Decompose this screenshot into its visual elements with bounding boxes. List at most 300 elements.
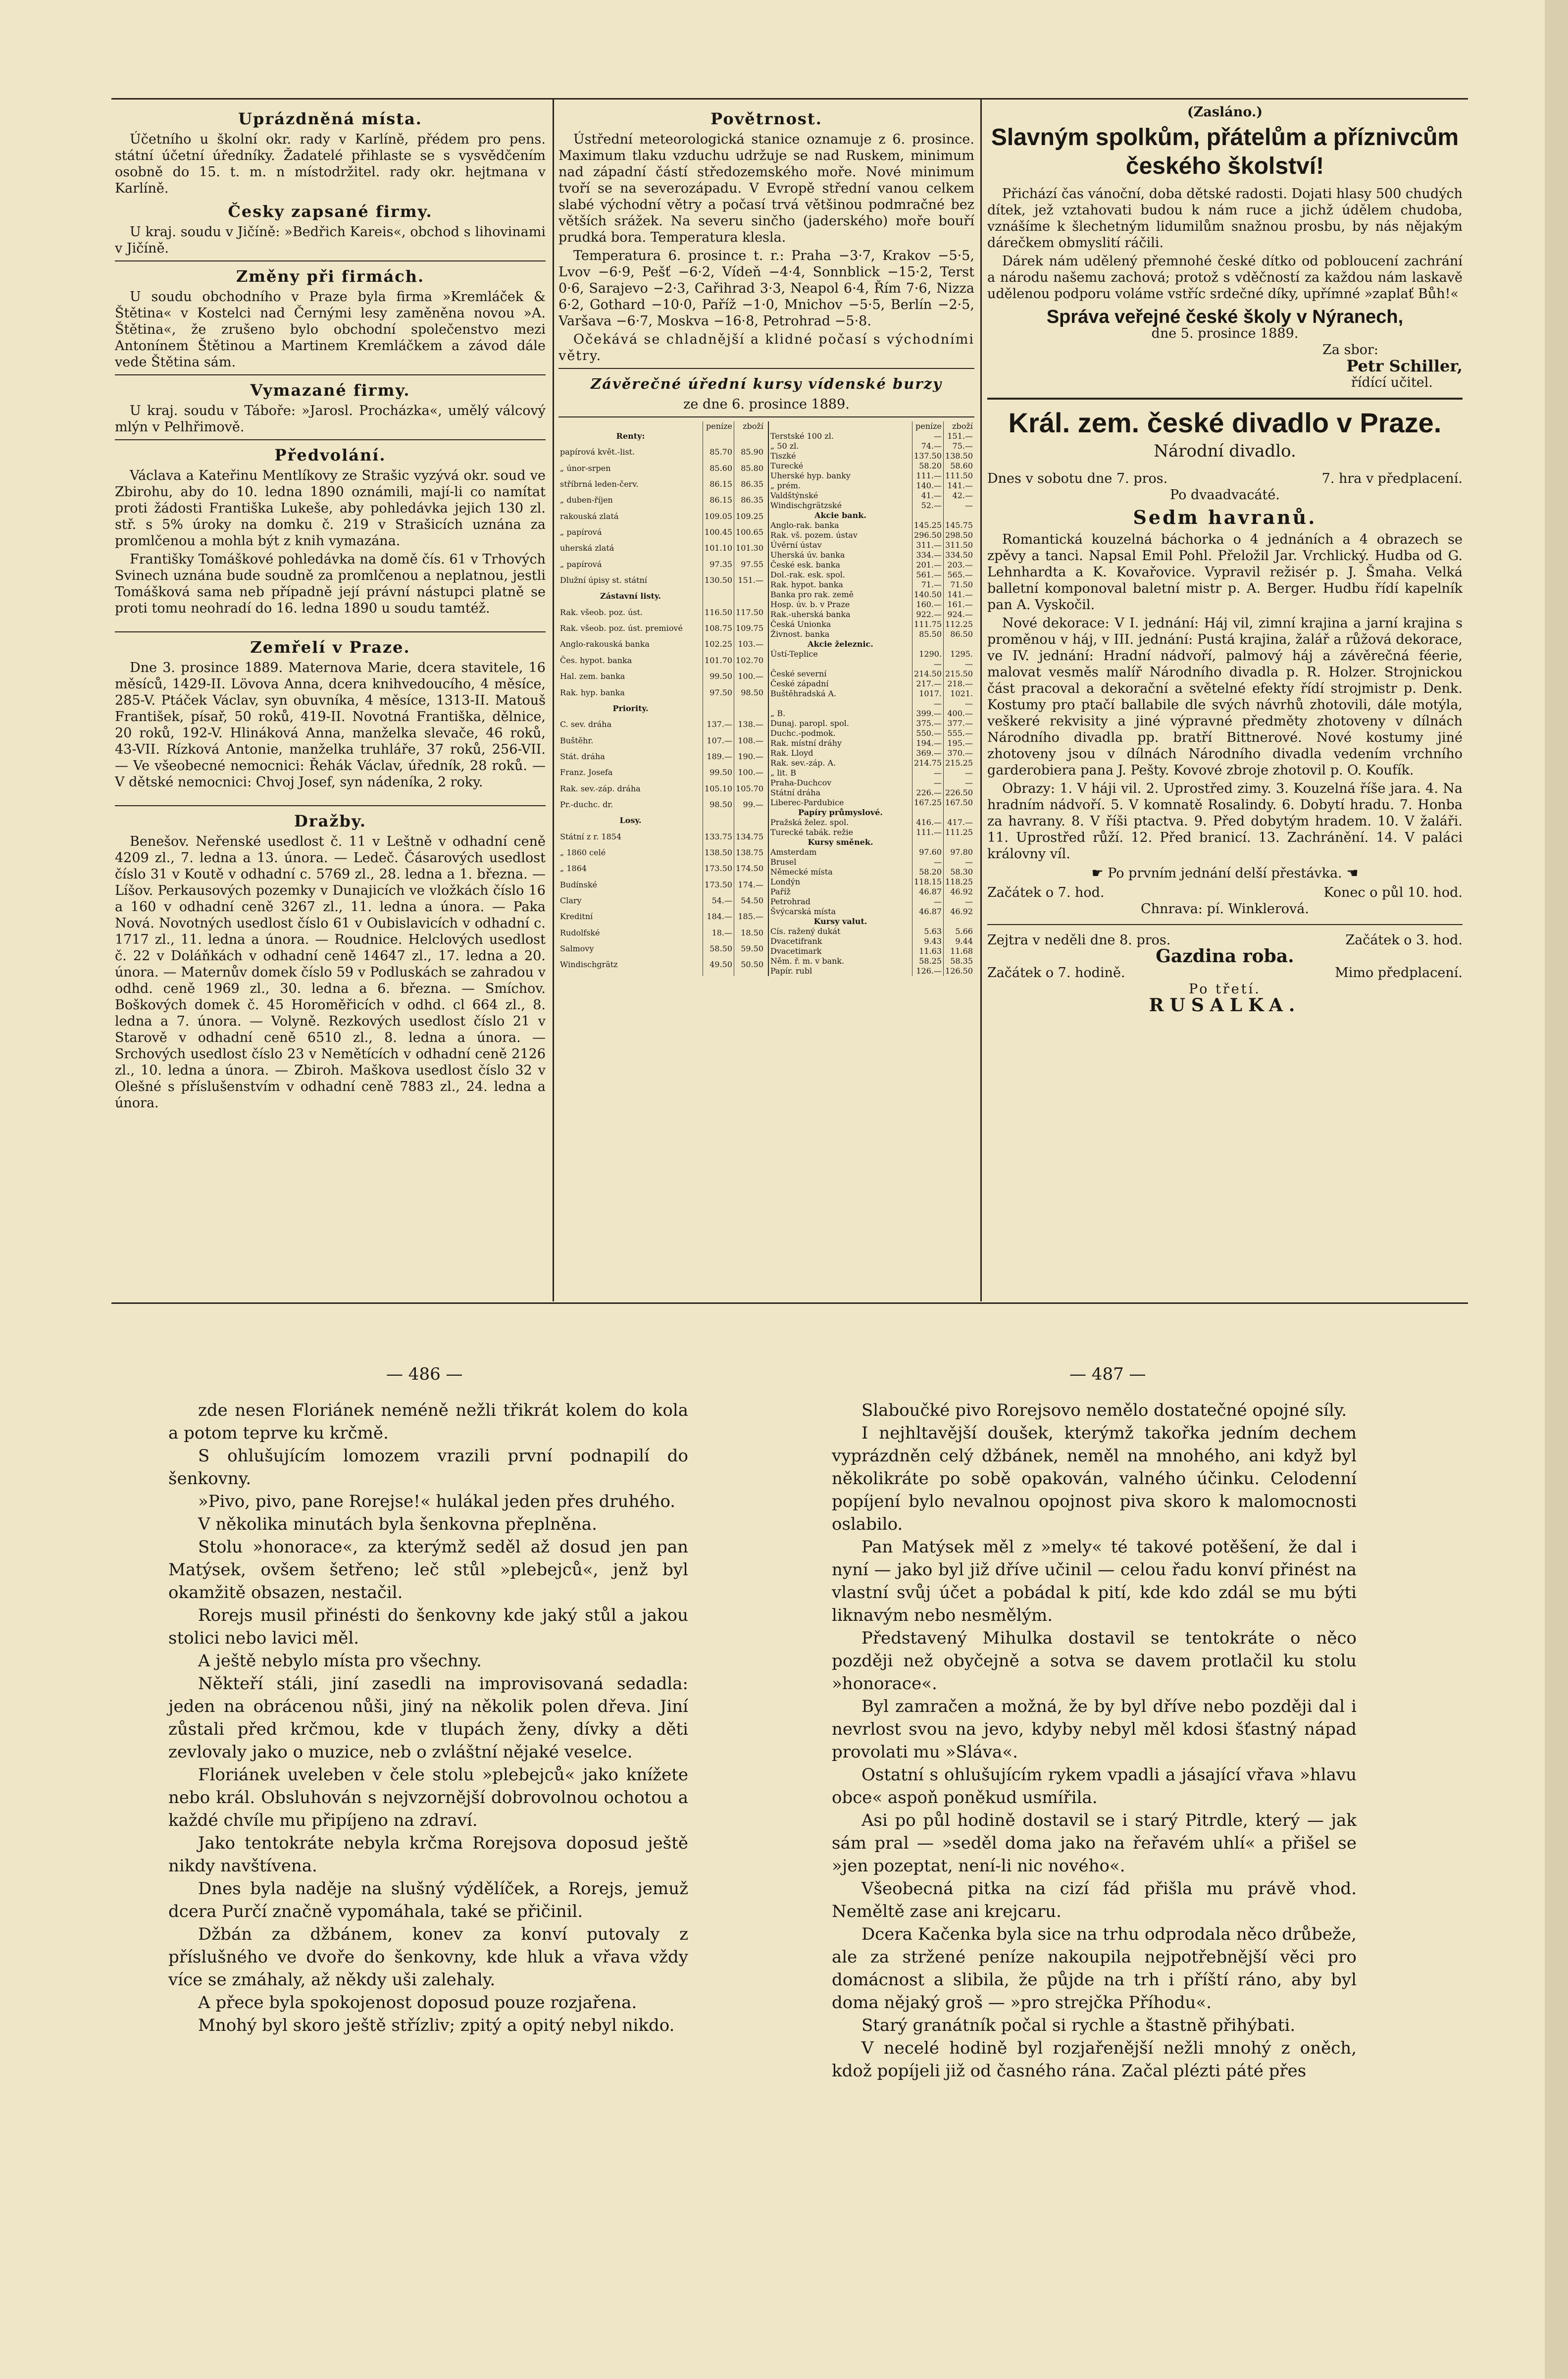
goods-price: 151.— (944, 431, 974, 441)
exchange-row (768, 471, 974, 481)
security-name: Paříž (770, 887, 791, 896)
end-time: Konec o půl 10. hod. (1323, 885, 1463, 900)
money-price: 86.15 (703, 479, 734, 495)
goods-price: 226.50 (944, 788, 974, 798)
goods-price: 86.35 (734, 495, 765, 511)
goods-price: 161.— (944, 600, 974, 610)
exchange-row (558, 527, 765, 543)
goods-price: 86.50 (944, 629, 974, 639)
exchange-row (558, 704, 765, 720)
exchange-row (768, 570, 974, 580)
security-name: Rak. hypot. banka (770, 580, 843, 589)
security-name: Anglo-rakouská banka (560, 639, 650, 649)
exchange-row (768, 778, 974, 788)
exchange-row (558, 431, 765, 447)
exchange-row (558, 639, 765, 655)
exchange-row (768, 877, 974, 887)
goods-price (944, 639, 974, 649)
security-name: Tiszké (770, 451, 796, 461)
separator (115, 374, 546, 375)
security-name: Kursy směnek. (808, 837, 873, 847)
novel-paragraph: Mnohý byl skoro ještě střízliv; zpitý a opitý nebyl nikdo. (198, 2016, 675, 2035)
security-name: Kreditní (560, 912, 593, 922)
money-price: 111.— (912, 471, 944, 481)
security-name: Kursy valut. (813, 917, 867, 926)
money-price: 167.25 (912, 798, 944, 808)
novel-paragraph: V několika minutách byla šenkovna přeplněna. (198, 1514, 597, 1534)
exchange-row (768, 768, 974, 778)
exchange-row (558, 512, 765, 527)
exchange-row (768, 669, 974, 679)
exchange-table-left (558, 421, 765, 976)
money-price: 111.— (912, 827, 944, 837)
exchange-row (768, 501, 974, 511)
goods-price: 555.— (944, 728, 974, 738)
money-price (912, 639, 944, 649)
money-price: 85.70 (703, 447, 734, 463)
exchange-row (558, 816, 765, 831)
column-weather-exchange (558, 104, 974, 976)
goods-price: 203.— (944, 560, 974, 570)
goods-price: 71.50 (944, 580, 974, 590)
money-price: 101.10 (703, 543, 734, 559)
exchange-row (558, 848, 765, 864)
novel-paragraph: Někteří stáli, jiní zasedli na improvisovaná sedadla: jeden na obrácenou nůši, jiný na několik polen dřeva. Jiní zůstali před krčmou, kde v tlupách ženy, dívky a děti zevlovaly jako o muzice, neb o zvláštní nějaké veselce. (168, 1674, 688, 1762)
money-price: 101.70 (703, 656, 734, 672)
goods-price: — (944, 501, 974, 511)
exchange-table-right (768, 421, 974, 976)
exchange-row (768, 709, 974, 719)
col-header-goods: zboží (734, 421, 765, 431)
goods-price: 141.— (944, 481, 974, 491)
security-name: Pr.-duchc. dr. (560, 799, 613, 809)
money-price: 173.50 (703, 880, 734, 896)
goods-price: 11.68 (944, 946, 974, 956)
goods-price: 311.50 (944, 540, 974, 550)
exchange-row (768, 580, 974, 590)
goods-price (944, 808, 974, 818)
money-price: 189.— (703, 752, 734, 768)
page-number-left: — 486 — (386, 1364, 463, 1384)
goods-price (734, 816, 765, 831)
security-name: stříbrná leden-červ. (560, 479, 639, 489)
security-name: Papíry průmyslové. (798, 808, 883, 817)
subscription-label: 7. hra v předplacení. (1321, 471, 1463, 486)
money-price: 109.05 (703, 512, 734, 527)
goods-price: — (944, 768, 974, 778)
money-price: 9.43 (912, 936, 944, 946)
goods-price: — (944, 897, 974, 907)
summons-text-2: Františky Tomáškové pohledávka na domě čís. 61 v Trhových Svinech uznána bude soudně za promlčenou a neplatnou, jestli Tomášková sama neb případně její právní nástupci platně se proti tomu neohradí do 16. ledna 1890 u soudu tamtéž. (115, 552, 546, 616)
money-price: 58.50 (703, 944, 734, 960)
money-price (912, 511, 944, 520)
goods-price: 18.50 (734, 928, 765, 944)
money-price: 137.50 (912, 451, 944, 461)
goods-price: 151.— (734, 575, 765, 591)
exchange-row (768, 887, 974, 897)
security-name: Londýn (770, 877, 801, 886)
security-name: Akcie bank. (814, 511, 866, 520)
exchange-row (768, 451, 974, 461)
firm-changes-text: U soudu obchodního v Praze byla firma »Kremláček & Štětina« v Kostelci nad Černými lesy zaměněna novou »A. Štětina«, že zrušeno bylo obchodní společenstvo mezi Antonínem Štětinou a Martinem Kremláčkem a závod dále vede Štětina sám. (115, 289, 546, 370)
pointing-hand-icon: ☚ (1342, 866, 1359, 881)
security-name: „ duben-říjen (560, 495, 613, 505)
goods-price: 85.90 (734, 447, 765, 463)
temperatures-text: Temperatura 6. prosince t. r.: Praha −3·7, Krakov −5·5, Lvov −6·9, Pešť −6·2, Vídeň −4·4, Sonnblick −15·2, Terst 0·6, Sarajevo −2·3, Cařihrad 3·3, Neapol 6·4, Řím 7·6, Nizza 6·2, Gothard −10·0, Paříž −1·0, Mnichov −5·5, Berlín −2·5, Varšava −6·7, Moskva −16·8, Petrohrad −5·8. (558, 248, 974, 329)
security-name: Rak. sev.-záp. A. (770, 758, 836, 768)
novel-paragraph: Pan Matýsek měl z »mely« té takové potěšení, že dal i nyní — jako byl již dříve učinil — celou řadu konví přinést na vlastní svůj účet a pobádal k pití, kde kdo zdál se mu býti liknavým nebo nesmělým. (832, 1537, 1357, 1625)
goods-price (734, 704, 765, 720)
security-name: Brusel (770, 857, 797, 867)
money-price: 97.60 (912, 847, 944, 857)
security-name: Turecké (770, 461, 804, 470)
money-price: 296.50 (912, 530, 944, 540)
goods-price: 109.25 (734, 512, 765, 527)
exchange-row (768, 966, 974, 976)
play-title: Sedm havranů. (1133, 506, 1317, 528)
money-price: 58.25 (912, 956, 944, 966)
heading-summons: Předvolání. (274, 446, 386, 465)
security-name: Rak. místní dráhy (770, 738, 842, 748)
exchange-row (768, 560, 974, 570)
scenes-text: Obrazy: 1. V háji vil. 2. Uprostřed zimy. 3. Kouzelná říše jara. 4. Na hradním nádvoří. 5. V komnatě Rosalindy. 6. Dobytí hradu. 7. Honba za havrany. 8. V říši ptactva. 9. Před dobytým hradem. 10. V žaláři. 11. Uprostřed růží. 12. Před branicí. 13. Zachránění. 14. V paláci královny víl. (987, 781, 1463, 862)
money-price: 140.50 (912, 590, 944, 600)
exchange-row (768, 540, 974, 550)
goods-price: 97.55 (734, 560, 765, 575)
novel-paragraph: V necelé hodině byl rozjařenější nežli mnohý z oněch, kdož popíjeli již od časného rána. Začal plézti páté přes (832, 2038, 1357, 2081)
novel-paragraph: Dcera Kačenka byla sice na trhu odprodala něco drůbeže, ale za stržené peníze nakoupila nejpotřebnější věci pro domácnost a slibila, že půjde na trh i příští ráno, aby byl doma nějaký groš — »pro strejčka Příhodu«. (832, 1924, 1357, 2013)
novel-paragraph: A ještě nebylo místa pro všechny. (198, 1651, 482, 1671)
goods-price: 100.65 (734, 527, 765, 543)
money-price: 311.— (912, 540, 944, 550)
goods-price: 100.— (734, 768, 765, 783)
novel-paragraph: Byl zamračen a možná, že by byl dříve nebo později dal i nevrlost svou na jevo, kdyby nebyl měl kdosi šťastný nápad provolati mu »Sláva«. (832, 1697, 1357, 1762)
national-theatre-label: Národní divadlo. (1154, 441, 1296, 461)
separator (987, 398, 1463, 400)
security-name: Česká Unionka (770, 620, 831, 629)
goods-price: 75.— (944, 441, 974, 451)
money-price: 97.50 (703, 688, 734, 704)
goods-price: 174.50 (734, 864, 765, 879)
money-price: 1017.— (912, 689, 944, 709)
novel-paragraph: Všeobecná pitka na cizí fád přišla mu právě vhod. Neměltě zase ani krejcaru. (832, 1879, 1357, 1921)
money-price: 550.— (912, 728, 944, 738)
security-name: Ústí-Teplice (770, 649, 818, 659)
heading-weather: Povětrnost. (710, 109, 822, 128)
goods-price: 46.92 (944, 887, 974, 897)
exchange-row (768, 857, 974, 867)
separator (558, 368, 974, 369)
security-name: Hal. zem. banka (560, 672, 625, 681)
security-name: České severní (770, 669, 827, 678)
money-price: 85.60 (703, 464, 734, 479)
security-name: Turecké tabák. režie (770, 827, 854, 837)
goods-price: 112.25 (944, 620, 974, 629)
exchange-row (768, 719, 974, 728)
money-price: 11.63 (912, 946, 944, 956)
goods-price: 400.— (944, 709, 974, 719)
security-name: Liberec-Pardubice (770, 798, 844, 807)
exchange-row (768, 818, 974, 827)
goods-price: — (944, 778, 974, 788)
money-price (912, 917, 944, 927)
security-name: Amsterdam (770, 847, 817, 857)
goods-price: 215.25 (944, 758, 974, 768)
money-price: 145.25 (912, 520, 944, 530)
exchange-row (558, 832, 765, 848)
goods-price (734, 591, 765, 607)
security-name: České západní (770, 679, 829, 688)
exchange-row (768, 649, 974, 669)
exchange-row (558, 960, 765, 976)
security-name: Dvacetimark (770, 946, 822, 956)
exchange-row (768, 629, 974, 639)
exchange-row (768, 946, 974, 956)
security-name: Zástavní listy. (600, 591, 661, 601)
money-price: 18.— (703, 928, 734, 944)
third-performance: Po třetí. (1189, 982, 1261, 997)
security-name: Anglo-rak. banka (770, 520, 839, 530)
money-price: 138.50 (703, 848, 734, 864)
security-name: Buštěhradská A. (770, 689, 837, 698)
goods-price: 1295.— (944, 649, 974, 669)
performance-date: Dnes v sobotu dne 7. pros. (987, 471, 1168, 486)
column-divider-2 (980, 98, 982, 1301)
goods-price: — (944, 857, 974, 867)
separator (115, 260, 546, 261)
exchange-row (768, 867, 974, 877)
exchange-row (558, 656, 765, 672)
money-price: 160.— (912, 600, 944, 610)
exchange-row (768, 441, 974, 451)
exchange-row (558, 944, 765, 960)
security-name: Rak. všeob. poz. úst. premiové (560, 623, 683, 633)
goods-price: 118.25 (944, 877, 974, 887)
goods-price: 334.50 (944, 550, 974, 560)
sent-in-label: (Zasláno.) (1187, 104, 1263, 120)
security-name: Něm. ř. m. v bank. (770, 956, 845, 966)
exchange-row (558, 784, 765, 800)
exchange-row (558, 752, 765, 768)
goods-price: 138.— (734, 720, 765, 735)
security-name: Pražská želez. spol. (770, 818, 849, 827)
security-name: Rak. Lloyd (770, 748, 813, 758)
goods-price: 97.80 (944, 847, 974, 857)
goods-price: 417.— (944, 818, 974, 827)
security-name: Čes. hypot. banka (560, 655, 632, 665)
goods-price (734, 431, 765, 447)
goods-price: 190.— (734, 752, 765, 768)
security-name: České esk. banka (770, 560, 841, 569)
money-price: 54.— (703, 896, 734, 912)
goods-price: 111.50 (944, 471, 974, 481)
page-number-right: — 487 — (1069, 1364, 1146, 1384)
goods-price: 42.— (944, 491, 974, 501)
money-price: 98.50 (703, 800, 734, 816)
money-price: 71.— (912, 580, 944, 590)
money-price: 133.75 (703, 832, 734, 848)
vacancies-text: Účetního u školní okr. rady v Karlíně, přédem pro pens. státní účetní úředníky. Žadatelé přihlaste se s vysvědčením osobně do 15. t. m. n místodržitel. rady okr. hejtmana v Karlíně. (115, 132, 546, 196)
security-name: Dunaj. paropl. spol. (770, 719, 849, 728)
security-name: papírová květ.-list. (560, 447, 635, 457)
security-name: Terstské 100 zl. (770, 431, 834, 441)
exchange-row (768, 530, 974, 540)
money-price: 118.15 (912, 877, 944, 887)
heading-theatre: Král. zem. české divadlo v Praze. (1008, 407, 1442, 438)
security-name: „ 1860 celé (560, 847, 606, 857)
money-price: 41.— (912, 491, 944, 501)
goods-price: 108.— (734, 736, 765, 752)
money-price: — (912, 897, 944, 907)
money-price: 74.— (912, 441, 944, 451)
security-name: Renty: (616, 431, 645, 441)
goods-price: 126.50 (944, 966, 974, 976)
school-name: Správa veřejné české školy v Nýranech, (1046, 307, 1404, 327)
novel-paragraph: Slaboučké pivo Rorejsovo nemělo dostatečné opojné síly. (861, 1400, 1347, 1420)
exchange-row (768, 788, 974, 798)
appeal-date: dne 5. prosince 1889. (1151, 326, 1299, 341)
goods-price: 58.60 (944, 461, 974, 471)
goods-price: 111.25 (944, 827, 974, 837)
money-price: 99.50 (703, 768, 734, 783)
money-price: 375.— (912, 719, 944, 728)
money-price: 140.— (912, 481, 944, 491)
auctions-text: Benešov. Neřenské usedlost č. 11 v Leštně v odhadní ceně 4209 zl., 7. ledna a 13. února. — Ledeč. Čásarových usedlost číslo 31 v Koutě v odhadní c. 5769 zl., 28. ledna a 1. března. — Líšov. Perkausových pozemky v Dunajicích ve vložkách číslo 16 a 160 v odhadní ceně 3267 zl., 11. ledna a února. — Paka Nová. Novotných usedlost číslo 61 v Oubislavicích v odhadní c. 1717 zl., 11. ledna a února. — Roudnice. Helclových usedlost č. 22 v Doláňkách v odhadní ceně 14647 zl., 17. ledna a 20. února. — Maternův domek číslo 59 v Podluskách se zahradou v odhd. ceně 1969 zl., 30. ledna a 6. března. — Smíchov. Boškových domek č. 45 Horoměřicích v odhd. cl 664 zl., 8. ledna a 7. února. — Volyně. Rezkových usedlost číslo 21 v Starově v odhadní ceně 6510 zl., 8. ledna a února. — Srchových usedlost číslo 23 v Nemětících v odhadní ceně 2126 zl., 10. ledna a února. — Zbiroh. Maškova usedlost číslo 32 v Olešné s příslušenstvím v odhadní ceně 7883 zl., 24. ledna a února. (115, 834, 546, 1111)
security-name: Akcie železnic. (808, 639, 873, 649)
money-price: 108.75 (703, 623, 734, 639)
money-price: 173.50 (703, 864, 734, 879)
goods-price (944, 511, 974, 520)
security-name: rakouská zlatá (560, 511, 619, 521)
exchange-row (768, 600, 974, 610)
money-price: 922.— (912, 610, 944, 620)
exchange-row (558, 864, 765, 879)
deleted-firms-text: U kraj. soudu v Táboře: »Jarosl. Procházka«, umělý válcový mlýn v Pelhřimově. (115, 403, 546, 435)
bottom-rule (111, 1302, 1468, 1304)
exchange-row (558, 464, 765, 479)
money-price: — (912, 768, 944, 778)
exchange-row (768, 827, 974, 837)
forecast-text: Očekává se chladnější a klidné počasí s východními větry. (558, 332, 974, 363)
money-price (703, 591, 734, 607)
non-subscription-label: Mimo předplacení. (1335, 965, 1463, 981)
goods-price: 59.50 (734, 944, 765, 960)
security-name: Švýcarská místa (770, 907, 836, 916)
goods-price: 195.— (944, 738, 974, 748)
security-name: Živnost. banka (770, 629, 830, 639)
goods-price: 50.50 (734, 960, 765, 976)
novel-paragraph: Floriánek uveleben v čele stolu »plebejců« jako knížete nebo král. Obsluhován s nejvzornější dobrovolnou ochotou a každé chvíle mu připíjeno na zdraví. (168, 1765, 688, 1830)
column-appeal-theatre (987, 104, 1463, 1014)
heading-exchange-rates: Závěrečné úřední kursy vídenské burzy (591, 375, 942, 392)
money-price: 58.20 (912, 867, 944, 877)
exchange-date: ze dne 6. prosince 1889. (683, 397, 850, 412)
security-name: C. sev. dráha (560, 720, 612, 729)
goods-price: 138.50 (944, 451, 974, 461)
novel-paragraph: Rorejs musil přinésti do šenkovny kde jaký stůl a jakou stolici nebo lavici měl. (168, 1605, 688, 1648)
security-name: Rak. všeob. poz. úst. (560, 607, 643, 617)
goods-price: 54.50 (734, 896, 765, 912)
novel-paragraph: Dnes byla naděje na slušný výdělíček, a Rorejs, jemuž dcera Purčí značně vypomáhala, také se přičinil. (168, 1879, 688, 1921)
exchange-row (768, 808, 974, 818)
exchange-row (558, 912, 765, 928)
exchange-row (768, 738, 974, 748)
security-name: „ papírová (560, 527, 602, 537)
exchange-row (768, 689, 974, 709)
exchange-row (768, 907, 974, 917)
evening-play-title: RUSALKA. (1149, 995, 1301, 1016)
money-price: — (912, 431, 944, 441)
security-name: Budínské (560, 879, 598, 889)
money-price: 399.— (912, 709, 944, 719)
exchange-row (768, 431, 974, 441)
security-name: Petrohrad (770, 897, 810, 906)
goods-price: 5.66 (944, 927, 974, 936)
summons-text-1: Václava a Kateřinu Mentlíkovy ze Strašic vyzývá okr. soud ve Zbirohu, aby do 10. ledna 1890 oznámili, mají-li co namítat proti žádosti Františka Lukeše, aby pohledávka jejich 130 zl. stř. s 5% úroky na domku č. 219 v Strašicích uznána za promlčenou a mohla být z knih vymazána. (115, 468, 546, 549)
security-name: Papír. rubl (770, 966, 812, 976)
security-name: Hosp. úv. b. v Praze (770, 600, 850, 609)
novel-paragraph: »Pivo, pivo, pane Rorejse!« hulákal jeden přes druhého. (198, 1492, 676, 1511)
security-name: Státní dráha (770, 788, 821, 797)
heading-firm-changes: Změny při firmách. (236, 267, 425, 286)
security-name: Valdštýnské (770, 491, 818, 500)
pointing-hand-icon: ☛ (1091, 866, 1108, 881)
intermission-note: ☛ Po prvním jednání delší přestávka. ☚ (1091, 866, 1359, 881)
security-name: „ prém. (770, 481, 801, 490)
goods-price: 98.50 (734, 688, 765, 704)
goods-price: 9.44 (944, 936, 974, 946)
exchange-row (558, 591, 765, 607)
exchange-row (768, 620, 974, 629)
goods-price: 167.50 (944, 798, 974, 808)
money-price: 126.— (912, 966, 944, 976)
money-price: 217.— (912, 679, 944, 689)
novel-paragraph: Starý granátník počal si rychle a štastně přihýbati. (861, 2016, 1296, 2035)
afternoon-play-title: Gazdina roba. (1156, 946, 1294, 967)
security-name: Rak.-uherská banka (770, 610, 851, 619)
security-name: Dlužní úpisy st. státní (560, 575, 648, 585)
exchange-row (768, 847, 974, 857)
money-price: 52.— (912, 501, 944, 511)
security-name: Rudolfské (560, 928, 600, 937)
weather-text: Ústřední meteorologická stanice oznamuje z 6. prosince. Maximum tlaku vzduchu udržuje se nad Ruskem, minimum nad západní částí středozemského moře. Nové minimum tvoří se na severozápadu. V Evropě střední vanou celkem slabé východní větry a počasí trvá většinou podmračné bez větších srážek. Na severu sinčho (jaderského) moře bouří prudká bora. Temperatura klesla. (558, 132, 974, 245)
money-price (703, 704, 734, 720)
deaths-text: Dne 3. prosince 1889. Maternova Marie, dcera stavitele, 16 měsíců, 1429-II. Lövova Anna, dcera knihvedoucího, 4 měsíce, 285-V. Ptáček Václav, syn obuvníka, 4 měsíce, 1313-II. Matouš František, písař, 50 roků, 419-II. Novotná Františka, dělnice, 20 roků, 192-V. Hlináková Anna, manželka slevače, 46 roků, 43-VII. Rízková Antonie, manželka truhláře, 37 roků, 256-VII. — Ve všeobecné nemocnici: Řehák Václav, úředník, 28 roků. — V dětské nemocnici: Chvoj Josef, syn nádeníka, 2 roky. (115, 660, 546, 790)
goods-price: 1021.— (944, 689, 974, 709)
money-price: 105.10 (703, 784, 734, 800)
exchange-row (768, 897, 974, 907)
security-name: Priority. (612, 703, 649, 713)
goods-price: 101.30 (734, 543, 765, 559)
money-price: 97.35 (703, 560, 734, 575)
goods-price: 58.35 (944, 956, 974, 966)
security-name: „ B. (770, 709, 786, 718)
heading-deaths: Zemřelí v Praze. (250, 638, 410, 657)
exchange-row (768, 590, 974, 600)
money-price: 334.— (912, 550, 944, 560)
exchange-row (768, 520, 974, 530)
exchange-row (558, 575, 765, 591)
exchange-row (558, 800, 765, 816)
for-staff-label: Za sbor: (1322, 342, 1378, 358)
money-price: 102.25 (703, 639, 734, 655)
security-name: Salmovy (560, 944, 594, 953)
money-price: — (912, 857, 944, 867)
novel-paragraph: Stolu »honorace«, za kterýmž seděl až dosud jen pan Matýsek, ovšem šetřeno; leč stůl »plebejců«, jenž byl okamžitě obsazen, nestačil. (168, 1537, 688, 1603)
security-name: Uherská úv. banka (770, 550, 845, 560)
goods-price: 46.92 (944, 907, 974, 917)
security-name: „ lit. B (770, 768, 796, 777)
